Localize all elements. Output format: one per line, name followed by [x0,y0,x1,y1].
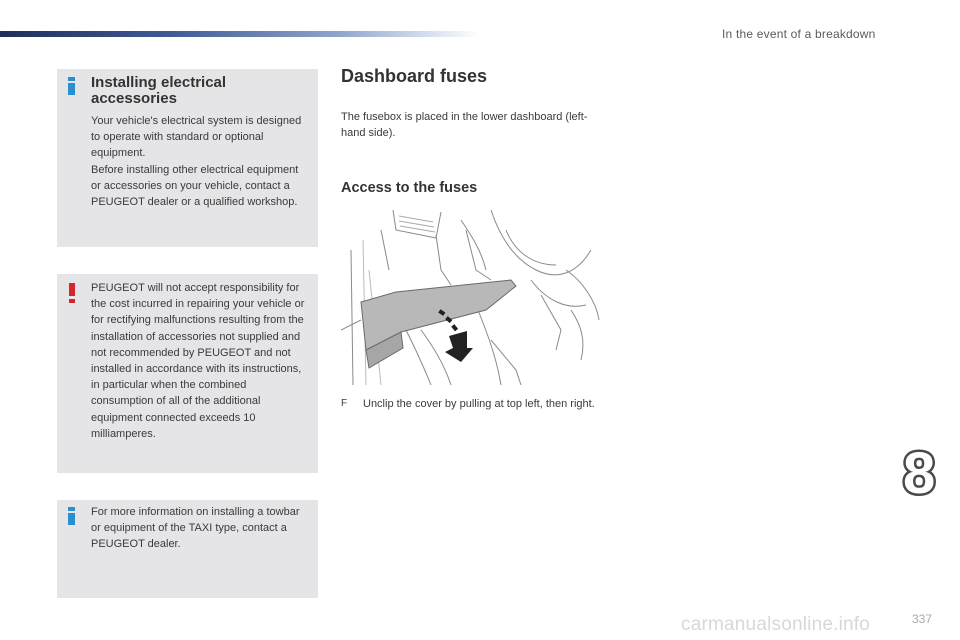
info-box-body [91,113,311,210]
page-number: 337 [912,612,933,626]
section-title: In the event of a breakdown [722,27,876,41]
header-color-bar [0,31,480,37]
warning-paragraph: PEUGEOT will not accept responsibility for the cost incurred in repairing your vehicle or for rectifying malfunctions resulting from the installation of accessories not supplied and not recommended by PEUGEOT and not installed in accordance with its instructions, in particular when the combined consumption of all of the additional equipment connected exceeds 10 milliamperes. [91,282,305,440]
watermark: carmanualsonline.info [681,614,871,635]
fusebox-illustration [341,210,601,385]
info-paragraph: Before installing other electrical equipment or accessories on your vehicle, contact a PEUGEOT dealer or a qualified workshop. [91,163,299,209]
step-text: Unclip the cover by pulling at top left, then right. [363,398,595,410]
info-box-title: Installing electrical accessories [91,74,227,107]
info-box-2-text [91,504,306,553]
info-paragraph: For more information on installing a towbar or equipment of the TAXI type, contact a PEUGEOT dealer. [91,506,300,551]
info-icon [68,507,75,525]
warning-exclamation-icon [69,283,75,303]
instruction-step [341,396,606,412]
chapter-number: 8 [903,441,936,506]
intro-text: The fusebox is placed in the lower dashboard (left-hand side). [341,111,588,140]
info-paragraph: Your vehicle's electrical system is designed to operate with standard or optional equipment. [91,115,302,160]
bullet-marker: F [341,398,348,409]
info-icon [68,77,75,95]
page-title: Dashboard fuses [341,66,488,86]
subsection-title: Access to the fuses [341,180,478,196]
warning-text [91,280,311,442]
